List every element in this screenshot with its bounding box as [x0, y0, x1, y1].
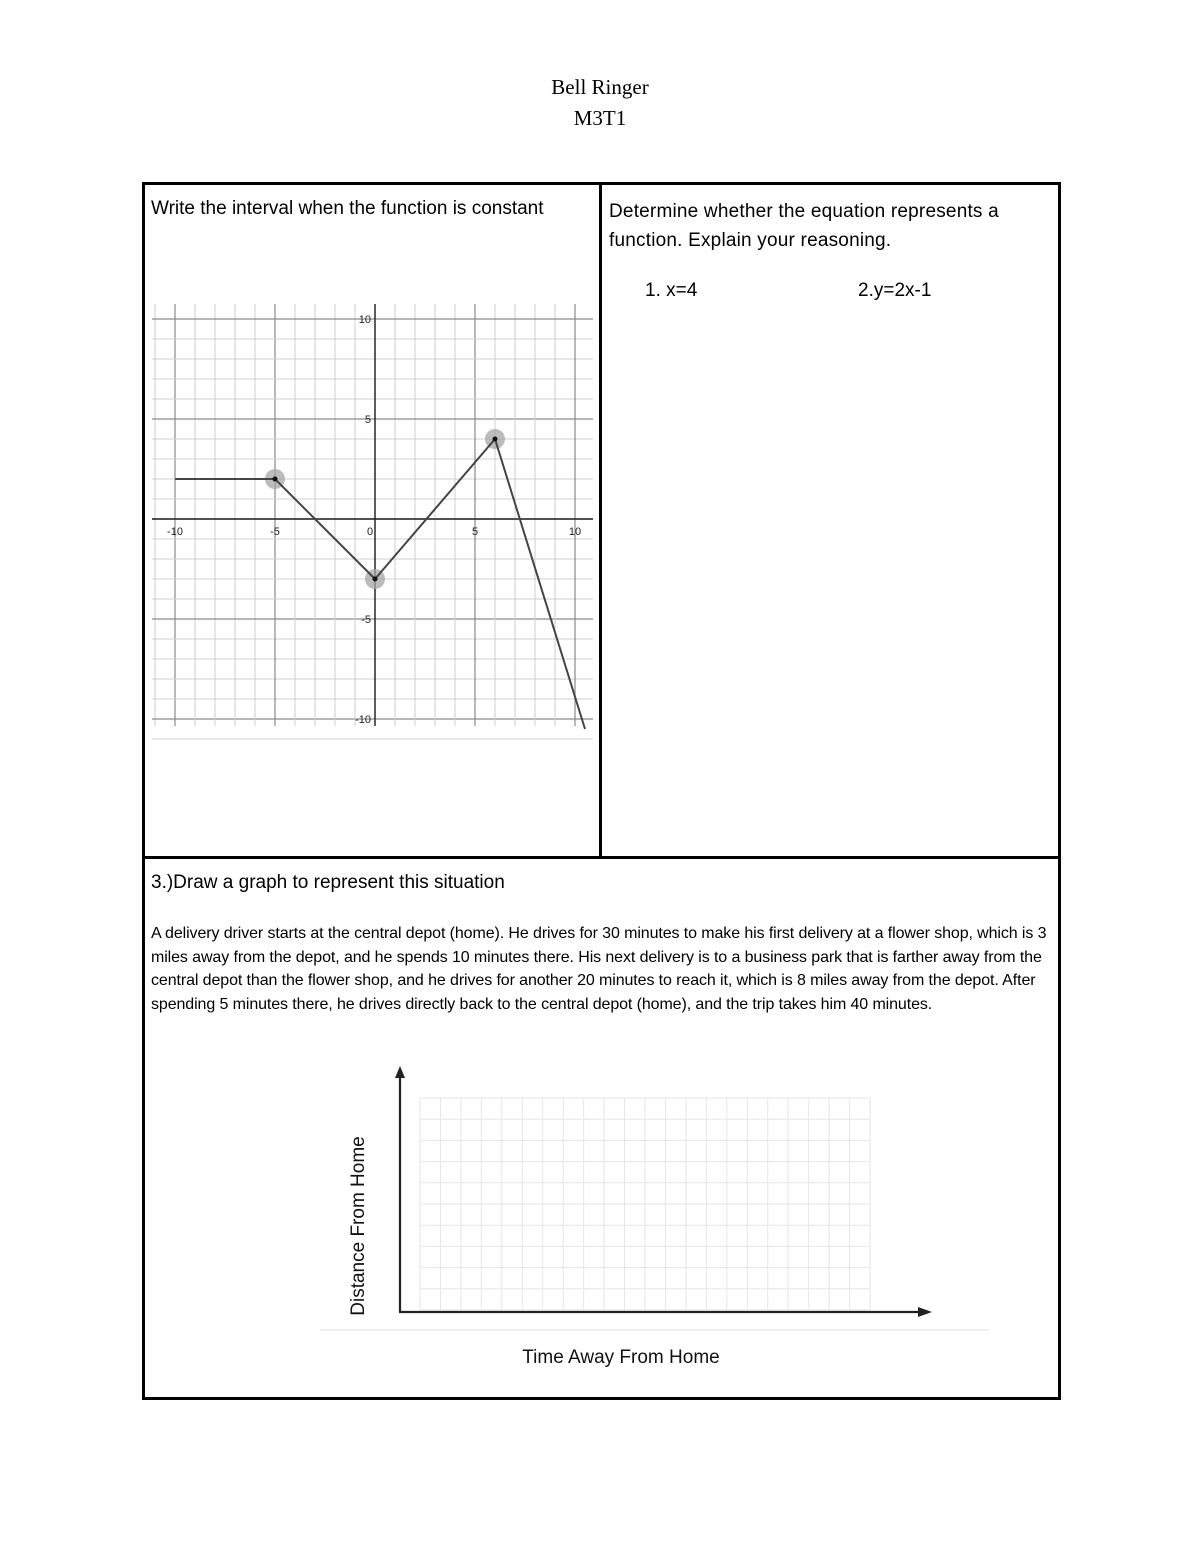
equation-item-1: 1. x=4 — [645, 280, 698, 301]
column-divider — [599, 182, 602, 859]
blank-grid — [420, 1098, 870, 1310]
page-header — [0, 72, 1200, 134]
question-3-title: 3.)Draw a graph to represent this situation — [151, 872, 505, 893]
question-3-body: A delivery driver starts at the central depot (home). He drives for 30 minutes to make his first delivery at a flower shop, which is 3 miles away from the depot, and he spends 10 minutes there. His next delivery is to a business park that is farther away from the central depot than the flower shop, and he drives for another 20 minutes to reach it, which is 8 miles away from the depot. After spending 5 minutes there, he drives directly back to the central depot (home), and the trip takes him 40 minutes. — [151, 925, 1047, 1013]
grid-lines — [152, 304, 593, 739]
x-axis-arrow — [918, 1307, 932, 1317]
vertex-dot — [373, 577, 378, 582]
y-tick-label: -5 — [361, 614, 371, 626]
equation-item-2: 2.y=2x-1 — [858, 280, 932, 301]
vertex-dot — [273, 477, 278, 482]
row-divider — [142, 856, 1061, 859]
y-tick-label: 10 — [358, 314, 371, 326]
y-axis-title: Distance From Home — [348, 1136, 369, 1316]
page-subtitle: M3T1 — [573, 106, 627, 130]
y-axis-arrow — [395, 1066, 405, 1078]
x-tick-label: -5 — [270, 526, 280, 538]
x-axis-title: Time Away From Home — [522, 1347, 720, 1368]
x-tick-label: 5 — [471, 526, 479, 538]
question-2-prompt: Determine whether the equation represents a function. Explain your reasoning. — [609, 201, 999, 251]
x-tick-label: -10 — [167, 526, 183, 538]
coordinate-graph — [150, 300, 595, 730]
y-tick-label: 5 — [364, 414, 371, 426]
x-tick-label: 0 — [366, 526, 374, 538]
vertex-dot — [493, 437, 498, 442]
page-title: Bell Ringer — [551, 75, 649, 99]
question-1-prompt: Write the interval when the function is constant — [151, 198, 544, 219]
y-tick-label: -10 — [355, 714, 371, 726]
blank-distance-time-graph — [310, 1060, 1010, 1380]
x-tick-label: 10 — [568, 526, 582, 538]
